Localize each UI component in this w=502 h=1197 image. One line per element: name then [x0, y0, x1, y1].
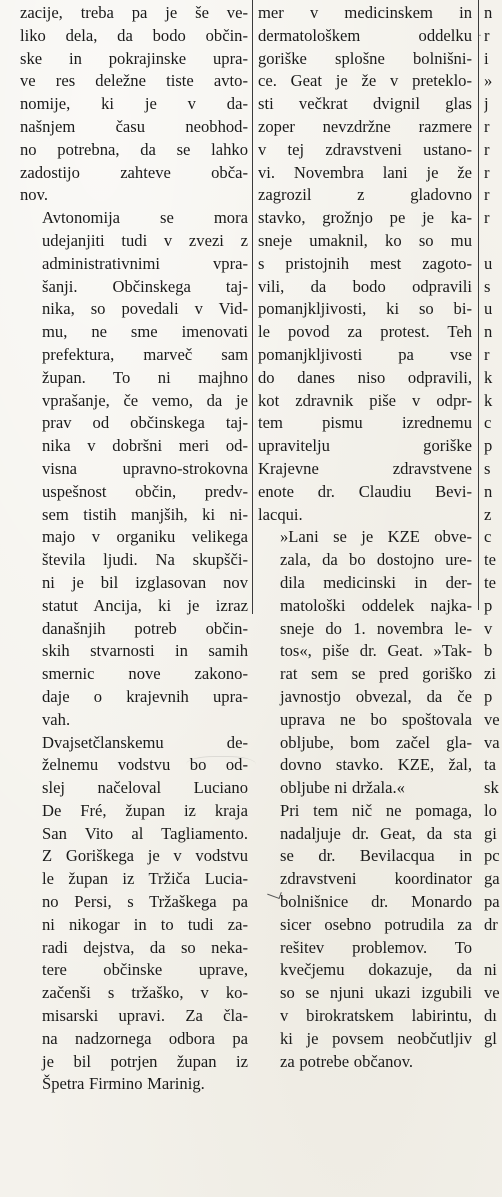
text-line: šanji. Občinskega taj- — [42, 276, 248, 296]
text-fragment: k — [484, 390, 493, 410]
text-line: zacije, treba pa je še ve- — [20, 3, 248, 22]
text-line: dovno stavko. KZE, žal, — [280, 755, 472, 775]
text-fragment: » — [484, 71, 493, 91]
paragraph — [20, 207, 248, 731]
text-fragment: te — [484, 572, 496, 592]
text-fragment: lo — [484, 800, 497, 820]
text-fragment — [484, 937, 502, 960]
text-fragment: te — [484, 550, 496, 570]
text-line: ve res deležne tiste avto- — [20, 71, 248, 91]
text-line: Pri tem nič ne pomaga, — [280, 800, 472, 820]
text-line: le župan iz Tržiča Lucia- — [42, 869, 248, 889]
text-line: obljube ni držala.« — [280, 778, 405, 798]
text-line: sneje do 1. novembra le- — [280, 618, 472, 638]
text-line: dila medicinski in der- — [280, 572, 472, 592]
text-fragment: p — [484, 686, 493, 706]
text-line: upravitelju goriške — [258, 436, 472, 456]
paragraph — [20, 732, 248, 1097]
text-line: ni nikogar in to tudi za- — [42, 914, 248, 934]
text-fragment: r — [484, 25, 490, 45]
text-line: mer v medicinskem in — [258, 3, 472, 22]
text-line: enote dr. Claudiu Bevi- — [258, 481, 472, 501]
text-line: ki je povsem neobčutljiv — [280, 1028, 472, 1048]
text-fragment: ve — [484, 709, 500, 729]
text-line: javnostjo obvezal, da če — [280, 686, 472, 706]
text-line: nika, so povedali v Vid- — [42, 299, 248, 319]
scan-mark: · — [478, 28, 482, 42]
text-line: rešitev problemov. To — [280, 937, 472, 957]
text-line: mu, ne sme imenovati — [42, 322, 248, 342]
column-divider — [252, 0, 253, 614]
text-line: župan. To ni majhno — [42, 367, 248, 387]
text-line: lacqui. — [258, 504, 303, 524]
text-fragment: r — [484, 208, 490, 228]
text-line: stavko, grožnjo pe je ka- — [258, 208, 472, 228]
text-line: nadaljuje dr. Geat, da sta — [280, 823, 472, 843]
text-line: no potrebna, da se lahko — [20, 139, 248, 159]
paragraph — [258, 800, 472, 1074]
text-line: zdravstveni koordinator — [280, 869, 472, 889]
text-line: zoper nevzdržne razmere — [258, 116, 472, 136]
text-fragment: k — [484, 367, 493, 387]
text-line: zala, da bo dostojno ure- — [280, 550, 472, 570]
article-column-3-cropped — [484, 2, 502, 1051]
text-line: tem pismu izrednemu — [258, 413, 472, 433]
text-line: Z Goriškega je v vodstvu — [42, 846, 248, 866]
text-line: kvečjemu dokazuje, da — [280, 960, 472, 980]
text-fragment: s — [484, 458, 491, 478]
text-line: sicer osebno potrudila za — [280, 914, 472, 934]
paragraph — [258, 2, 472, 526]
text-fragment: r — [484, 185, 490, 205]
text-line: goriške splošne bolnišni- — [258, 48, 472, 68]
text-line: slej načeloval Luciano — [42, 778, 248, 798]
text-line: sneje umaknil, ko so mu — [258, 230, 472, 250]
text-fragment: ga — [484, 869, 500, 889]
text-line: nika v dobršni meri od- — [42, 436, 248, 456]
text-line: zadostijo zahteve obča- — [20, 162, 248, 182]
text-line: začenši s tržaško, v ko- — [42, 983, 248, 1003]
text-fragment: r — [484, 162, 490, 182]
text-line: »Lani se je KZE obve- — [280, 527, 472, 547]
text-fragment: r — [484, 344, 490, 364]
text-line: Krajevne zdravstvene — [258, 458, 472, 478]
text-fragment: r — [484, 139, 490, 159]
text-fragment: va — [484, 732, 500, 752]
text-line: obljube, bom začel gla- — [280, 732, 472, 752]
text-line: dermatološkem oddelku — [258, 25, 472, 45]
text-line: sem tistih manjših, ki ni- — [42, 504, 248, 524]
text-line: administrativnimi vpra- — [42, 253, 248, 273]
text-line: so se njuni ukazi izgubili — [280, 983, 472, 1003]
text-fragment: u — [484, 299, 493, 319]
text-fragment: p — [484, 595, 493, 615]
text-line: prefektura, marveč sam — [42, 344, 248, 364]
text-fragment: s — [484, 276, 491, 296]
text-fragment: ni — [484, 960, 497, 980]
text-fragment: c — [484, 413, 492, 433]
text-line: zagrozil z gladovno — [258, 185, 472, 205]
text-fragment: u — [484, 253, 493, 273]
text-line: v birokratskem labirintu, — [280, 1006, 472, 1026]
text-line: matološki oddelek najka- — [280, 595, 472, 615]
text-line: rat sem se pred goriško — [280, 664, 472, 684]
text-line: pomanjkljivosti pa vse — [258, 344, 472, 364]
text-line: za potrebe občanov. — [280, 1051, 414, 1071]
text-fragment: dr — [484, 914, 498, 934]
text-fragment: v — [484, 618, 493, 638]
text-line: smernic nove zakono- — [42, 664, 248, 684]
text-fragment: z — [484, 504, 492, 524]
text-fragment: n — [484, 3, 493, 22]
paragraph — [258, 526, 472, 800]
text-line: visna upravno-strokovna — [42, 458, 248, 478]
text-line: s pristojnih mest zagoto- — [258, 253, 472, 273]
text-line: se dr. Bevilacqua in — [280, 846, 472, 866]
text-line: uprava ne bo spoštovala — [280, 709, 472, 729]
text-line: nov. — [20, 185, 48, 205]
text-line: le povod za protest. Teh — [258, 322, 472, 342]
text-line: v tej zdravstveni ustano- — [258, 139, 472, 159]
text-fragment: dı — [484, 1006, 497, 1026]
text-line: majo v organiku velikega — [42, 527, 248, 547]
text-fragment: b — [484, 641, 493, 661]
text-line: San Vito al Tagliamento. — [42, 823, 248, 843]
text-fragment — [484, 230, 502, 253]
text-line: na nadzornega odbora pa — [42, 1028, 248, 1048]
text-line: ske in pokrajinske upra- — [20, 48, 248, 68]
text-fragment: p — [484, 436, 493, 456]
text-fragment: ta — [484, 755, 496, 775]
text-line: je bil potrjen župan iz — [42, 1051, 248, 1071]
text-line: kot zdravnik piše v odpr- — [258, 390, 472, 410]
text-line: Dvajsetčlanskemu de- — [42, 732, 248, 752]
text-fragment: r — [484, 116, 490, 136]
text-fragment: gi — [484, 823, 497, 843]
text-line: liko dela, da bodo občin- — [20, 25, 248, 45]
text-fragment: zi — [484, 664, 496, 684]
text-line: nomije, ki je v da- — [20, 94, 248, 114]
text-line: no Persi, s Tržaškega pa — [42, 892, 248, 912]
text-line: bolnišnice dr. Monardo — [280, 892, 472, 912]
text-fragment: gl — [484, 1028, 497, 1048]
text-fragment: pc — [484, 846, 500, 866]
column-divider — [478, 0, 479, 610]
text-fragment: i — [484, 48, 489, 68]
text-line: radi dejstva, da so neka- — [42, 937, 248, 957]
text-line: sti večkrat dvignil glas — [258, 94, 472, 114]
text-fragment: j — [484, 94, 489, 114]
article-column-1 — [20, 2, 248, 1096]
text-line: statut Ancija, ki je izraz — [42, 595, 248, 615]
text-line: ce. Geat je že v preteklo- — [258, 71, 472, 91]
text-line: našnjem času neobhod- — [20, 116, 248, 136]
text-fragment: sk — [484, 778, 499, 798]
text-line: ni je bil izglasovan nov — [42, 572, 248, 592]
text-line: De Fré, župan iz kraja — [42, 800, 248, 820]
text-line: tere občinske uprave, — [42, 960, 248, 980]
text-line: želnemu vodstvu bo od- — [42, 755, 248, 775]
text-line: skih stvarnosti in samih — [42, 641, 248, 661]
text-line: vprašanje, če vemo, da je — [42, 390, 248, 410]
text-line: prav od občinskega taj- — [42, 413, 248, 433]
text-line: daje o krajevnih upra- — [42, 686, 248, 706]
text-line: pomanjkljivosti, ki so bi- — [258, 299, 472, 319]
text-line: tos«, piše dr. Geat. »Tak- — [280, 641, 472, 661]
text-line: misarski upravi. Za čla- — [42, 1006, 248, 1026]
text-line: Avtonomija se mora — [42, 208, 248, 228]
text-fragment: ve — [484, 983, 500, 1003]
text-fragment: c — [484, 527, 492, 547]
text-fragment: n — [484, 481, 493, 501]
text-fragment: n — [484, 322, 493, 342]
paragraph — [20, 2, 248, 207]
text-line: udejanjiti tudi v zvezi z — [42, 230, 248, 250]
text-line: vili, da bodo odpravili — [258, 276, 472, 296]
text-line: vi. Novembra lani je že — [258, 162, 472, 182]
text-line: Špetra Firmino Marinig. — [42, 1074, 205, 1094]
text-fragment: pa — [484, 892, 500, 912]
text-line: števila ljudi. Na skupšči- — [42, 550, 248, 570]
text-line: do danes niso odpravili, — [258, 367, 472, 387]
article-column-2 — [258, 2, 472, 1073]
text-line: uspešnost občin, predv- — [42, 481, 248, 501]
text-line: vah. — [42, 709, 71, 729]
text-line: današnjih potreb občin- — [42, 618, 248, 638]
